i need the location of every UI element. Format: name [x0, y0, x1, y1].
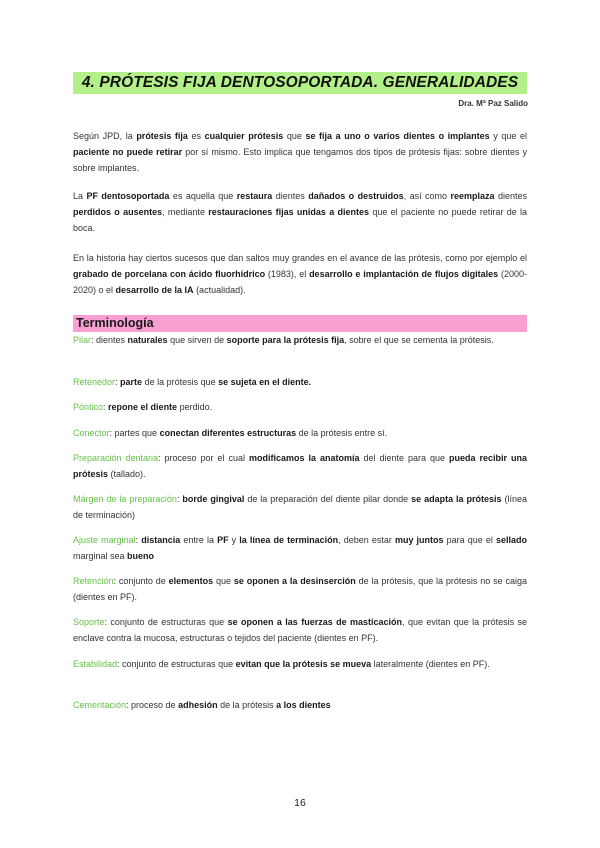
bold-text: repone el diente: [108, 402, 178, 412]
bold-text: a los dientes: [276, 700, 331, 710]
intro-paragraph: [73, 188, 527, 236]
text-run: (2000-2020) o el: [73, 269, 527, 295]
term-definition: [73, 656, 527, 672]
bold-text: naturales: [127, 335, 168, 345]
text-run: , sobre el que se cementa la prótesis.: [344, 335, 494, 345]
term-definition: [73, 374, 527, 390]
text-run: :: [103, 402, 109, 412]
bold-text: evitan que la prótesis se mueva: [235, 659, 372, 669]
term-label: Soporte: [73, 617, 105, 627]
bold-text: borde gingival: [182, 494, 245, 504]
bold-text: desarrollo de la IA: [115, 285, 194, 295]
text-run: entre la: [180, 535, 218, 545]
term-label: Márgen de la preparación: [73, 494, 177, 504]
bold-text: dañados o destruidos: [308, 191, 404, 201]
term-label: Retención: [73, 576, 114, 586]
term-label: Conector: [73, 428, 110, 438]
term-definition: [73, 614, 527, 646]
term-definition: [73, 697, 527, 713]
bold-text: se sujeta en el diente.: [218, 377, 312, 387]
bold-text: se fija a uno o varios dientes o implantes: [305, 131, 490, 141]
text-run: (línea de terminación): [73, 494, 527, 520]
text-run: :: [135, 535, 142, 545]
term-label: Preparación dentaria: [73, 453, 159, 463]
bold-text: desarrollo e implantación de flujos digitales: [309, 269, 499, 279]
text-run: marginal sea: [73, 551, 128, 561]
bold-text: sellado: [495, 535, 527, 545]
bold-text: bueno: [127, 551, 155, 561]
bold-text: PF dentosoportada: [86, 191, 170, 201]
text-run: de la preparación del diente pilar donde: [244, 494, 412, 504]
term-label: Estabilidad: [73, 659, 118, 669]
text-run: : conjunto de estructuras que: [117, 659, 236, 669]
bold-text: reemplaza: [450, 191, 495, 201]
term-definition: [73, 573, 527, 605]
text-run: dientes: [272, 191, 309, 201]
text-run: , así como: [403, 191, 451, 201]
text-run: La: [73, 191, 87, 201]
text-run: que el paciente no puede retirar de la boca.: [73, 207, 528, 233]
term-label: Cementación: [73, 700, 127, 710]
text-run: del diente para que: [359, 453, 449, 463]
intro-paragraph: [73, 128, 527, 176]
text-run: (tallado).: [108, 469, 146, 479]
bold-text: paciente no puede retirar: [73, 147, 183, 157]
term-definition: [73, 532, 527, 564]
text-run: de la prótesis, que la prótesis no se caiga (dientes en PF).: [73, 576, 527, 602]
text-run: para que el: [443, 535, 496, 545]
text-run: , que evitan que la prótesis se enclave contra la mucosa, estructuras o tejidos del paciente (dientes en PF).: [73, 617, 528, 643]
text-run: que: [283, 131, 306, 141]
text-run: : conjunto de: [113, 576, 169, 586]
text-run: En la historia hay ciertos sucesos que dan saltos muy grandes en el avance de las prótesis, como por ejemplo el: [73, 253, 527, 263]
term-definition: [73, 450, 527, 482]
text-run: y: [228, 535, 240, 545]
bold-text: distancia: [141, 535, 181, 545]
bold-text: perdidos o ausentes: [73, 207, 163, 217]
text-run: : proceso por el cual: [158, 453, 250, 463]
bold-text: restaura: [236, 191, 273, 201]
text-run: de la prótesis entre sí.: [296, 428, 388, 438]
page-number: 16: [294, 797, 306, 809]
author-name: Dra. Mª Paz Salido: [458, 99, 528, 108]
bold-text: soporte para la prótesis fija: [226, 335, 345, 345]
text-run: de la prótesis: [217, 700, 277, 710]
bold-text: se oponen a la desinserción: [233, 576, 356, 586]
bold-text: PF: [217, 535, 229, 545]
term-definition: [73, 399, 527, 415]
term-label: Póntico: [73, 402, 104, 412]
text-run: lateralmente (dientes en PF).: [371, 659, 490, 669]
bold-text: modificamos la anatomía: [249, 453, 360, 463]
text-run: de la prótesis que: [142, 377, 219, 387]
text-run: : dientes: [91, 335, 128, 345]
bold-text: muy juntos: [394, 535, 444, 545]
text-run: : proceso de: [126, 700, 179, 710]
title-banner: [73, 72, 527, 94]
text-run: por sí mismo. Esto implica que tengamos dos tipos de prótesis fijas: sobre dientes y sobre implantes.: [73, 147, 528, 173]
intro-paragraph: [73, 250, 527, 298]
term-definition: [73, 491, 527, 523]
bold-text: elementos: [168, 576, 214, 586]
bold-text: conectan diferentes estructuras: [159, 428, 297, 438]
text-run: que sirven de: [167, 335, 227, 345]
bold-text: se oponen a las fuerzas de masticación: [227, 617, 403, 627]
bold-text: la línea de terminación: [239, 535, 339, 545]
text-run: , mediante: [162, 207, 209, 217]
bold-text: cualquier prótesis: [204, 131, 284, 141]
page-title: 4. PRÓTESIS FIJA DENTOSOPORTADA. GENERALIDADES: [81, 74, 519, 91]
bold-text: grabado de porcelana con ácido fluorhídrico: [73, 269, 266, 279]
term-label: Ajuste marginal: [73, 535, 136, 545]
text-run: y que el: [489, 131, 527, 141]
text-run: : conjunto de estructuras que: [104, 617, 228, 627]
bold-text: pueda recibir una prótesis: [73, 453, 527, 479]
section-title: Terminología: [76, 316, 154, 330]
text-run: que: [213, 576, 234, 586]
bold-text: prótesis fija: [136, 131, 188, 141]
section-heading-bar: [73, 315, 527, 332]
text-run: es: [187, 131, 205, 141]
text-run: : partes que: [109, 428, 160, 438]
bold-text: restauraciones fijas unidas a dientes: [208, 207, 370, 217]
term-label: Pilar: [73, 335, 92, 345]
term-label: Retenedor: [73, 377, 116, 387]
text-run: es aquella que: [169, 191, 237, 201]
text-run: :: [176, 494, 183, 504]
text-run: Según JPD, la: [73, 131, 137, 141]
text-run: :: [115, 377, 121, 387]
text-run: (1983), el: [265, 269, 310, 279]
text-run: (actualidad).: [193, 285, 246, 295]
bold-text: parte: [120, 377, 143, 387]
text-run: perdido.: [177, 402, 213, 412]
term-definition: [73, 332, 527, 348]
text-run: , deben estar: [338, 535, 395, 545]
bold-text: adhesión: [178, 700, 218, 710]
text-run: dientes: [494, 191, 527, 201]
bold-text: se adapta la prótesis: [411, 494, 502, 504]
term-definition: [73, 425, 527, 441]
